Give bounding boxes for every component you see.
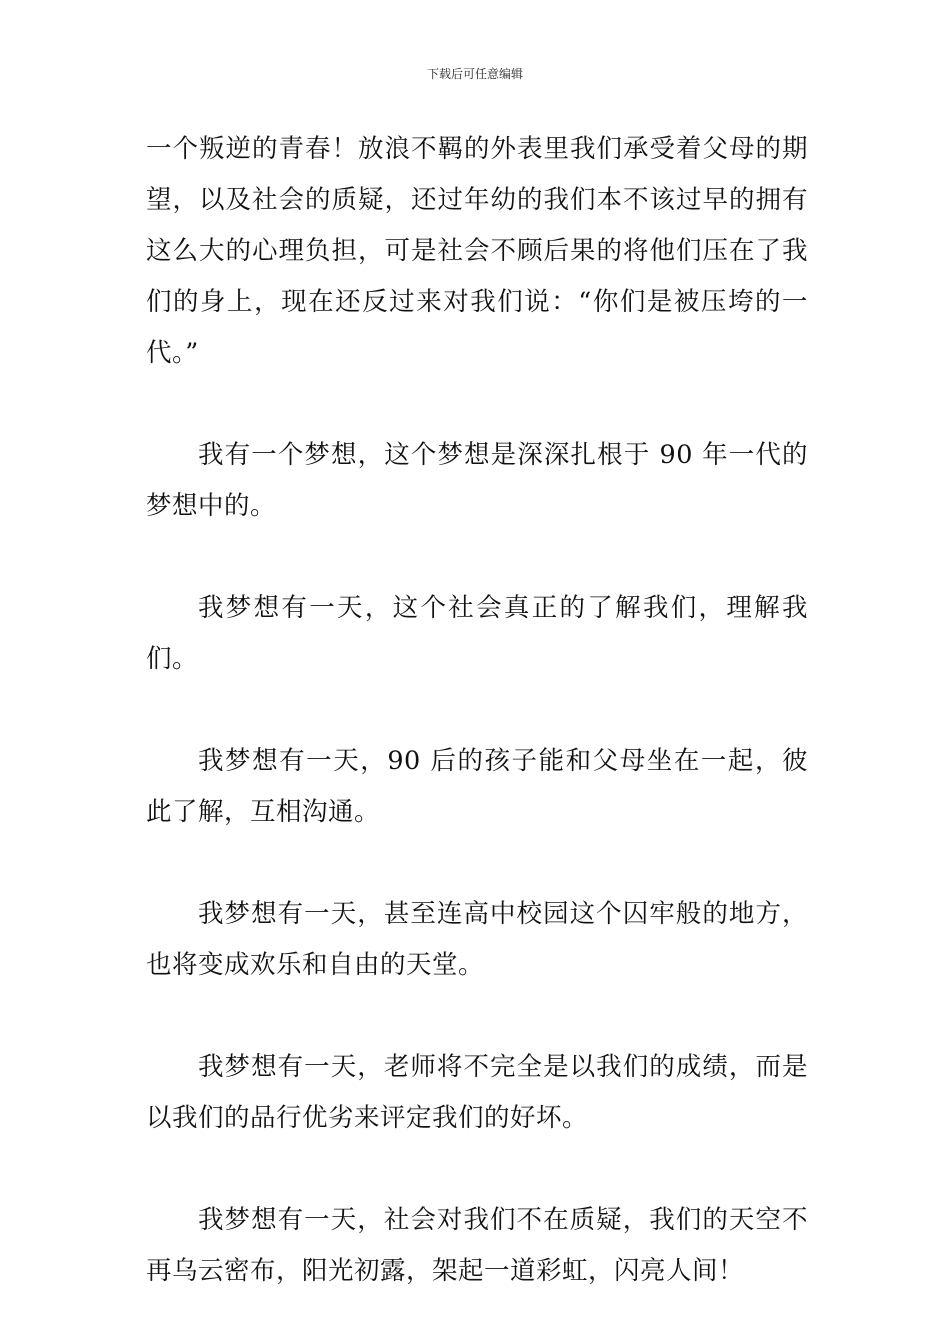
paragraph-spacer (146, 685, 808, 736)
paragraph-spacer (146, 532, 808, 583)
document-body (146, 124, 808, 1297)
paragraph-spacer (146, 379, 808, 430)
paragraph-7: 我梦想有一天，社会对我们不在质疑，我们的天空不再乌云密布，阳光初露，架起一道彩虹，闪亮人间！ (146, 1205, 808, 1286)
paragraph-spacer (146, 1144, 808, 1195)
paragraph-5: 我梦想有一天，甚至连高中校园这个囚牢般的地方，也将变成欢乐和自由的天堂。 (146, 899, 808, 980)
paragraph-spacer (146, 991, 808, 1042)
page-header: 下载后可任意编辑 (426, 67, 523, 81)
paragraph-3: 我梦想有一天，这个社会真正的了解我们，理解我们。 (146, 593, 808, 674)
paragraph-1: 一个叛逆的青春！放浪不羁的外表里我们承受着父母的期望，以及社会的质疑，还过年幼的我们本不该过早的拥有这么大的心理负担，可是社会不顾后果的将他们压在了我们的身上，现在还反过来对我们说：“你们是被压垮的一代。” (146, 134, 808, 368)
paragraph-6: 我梦想有一天，老师将不完全是以我们的成绩，而是以我们的品行优劣来评定我们的好坏。 (146, 1052, 808, 1133)
paragraph-4: 我梦想有一天，90 后的孩子能和父母坐在一起，彼此了解，互相沟通。 (146, 746, 808, 827)
paragraph-2: 我有一个梦想，这个梦想是深深扎根于 90 年一代的梦想中的。 (146, 440, 808, 521)
paragraph-spacer (146, 838, 808, 889)
